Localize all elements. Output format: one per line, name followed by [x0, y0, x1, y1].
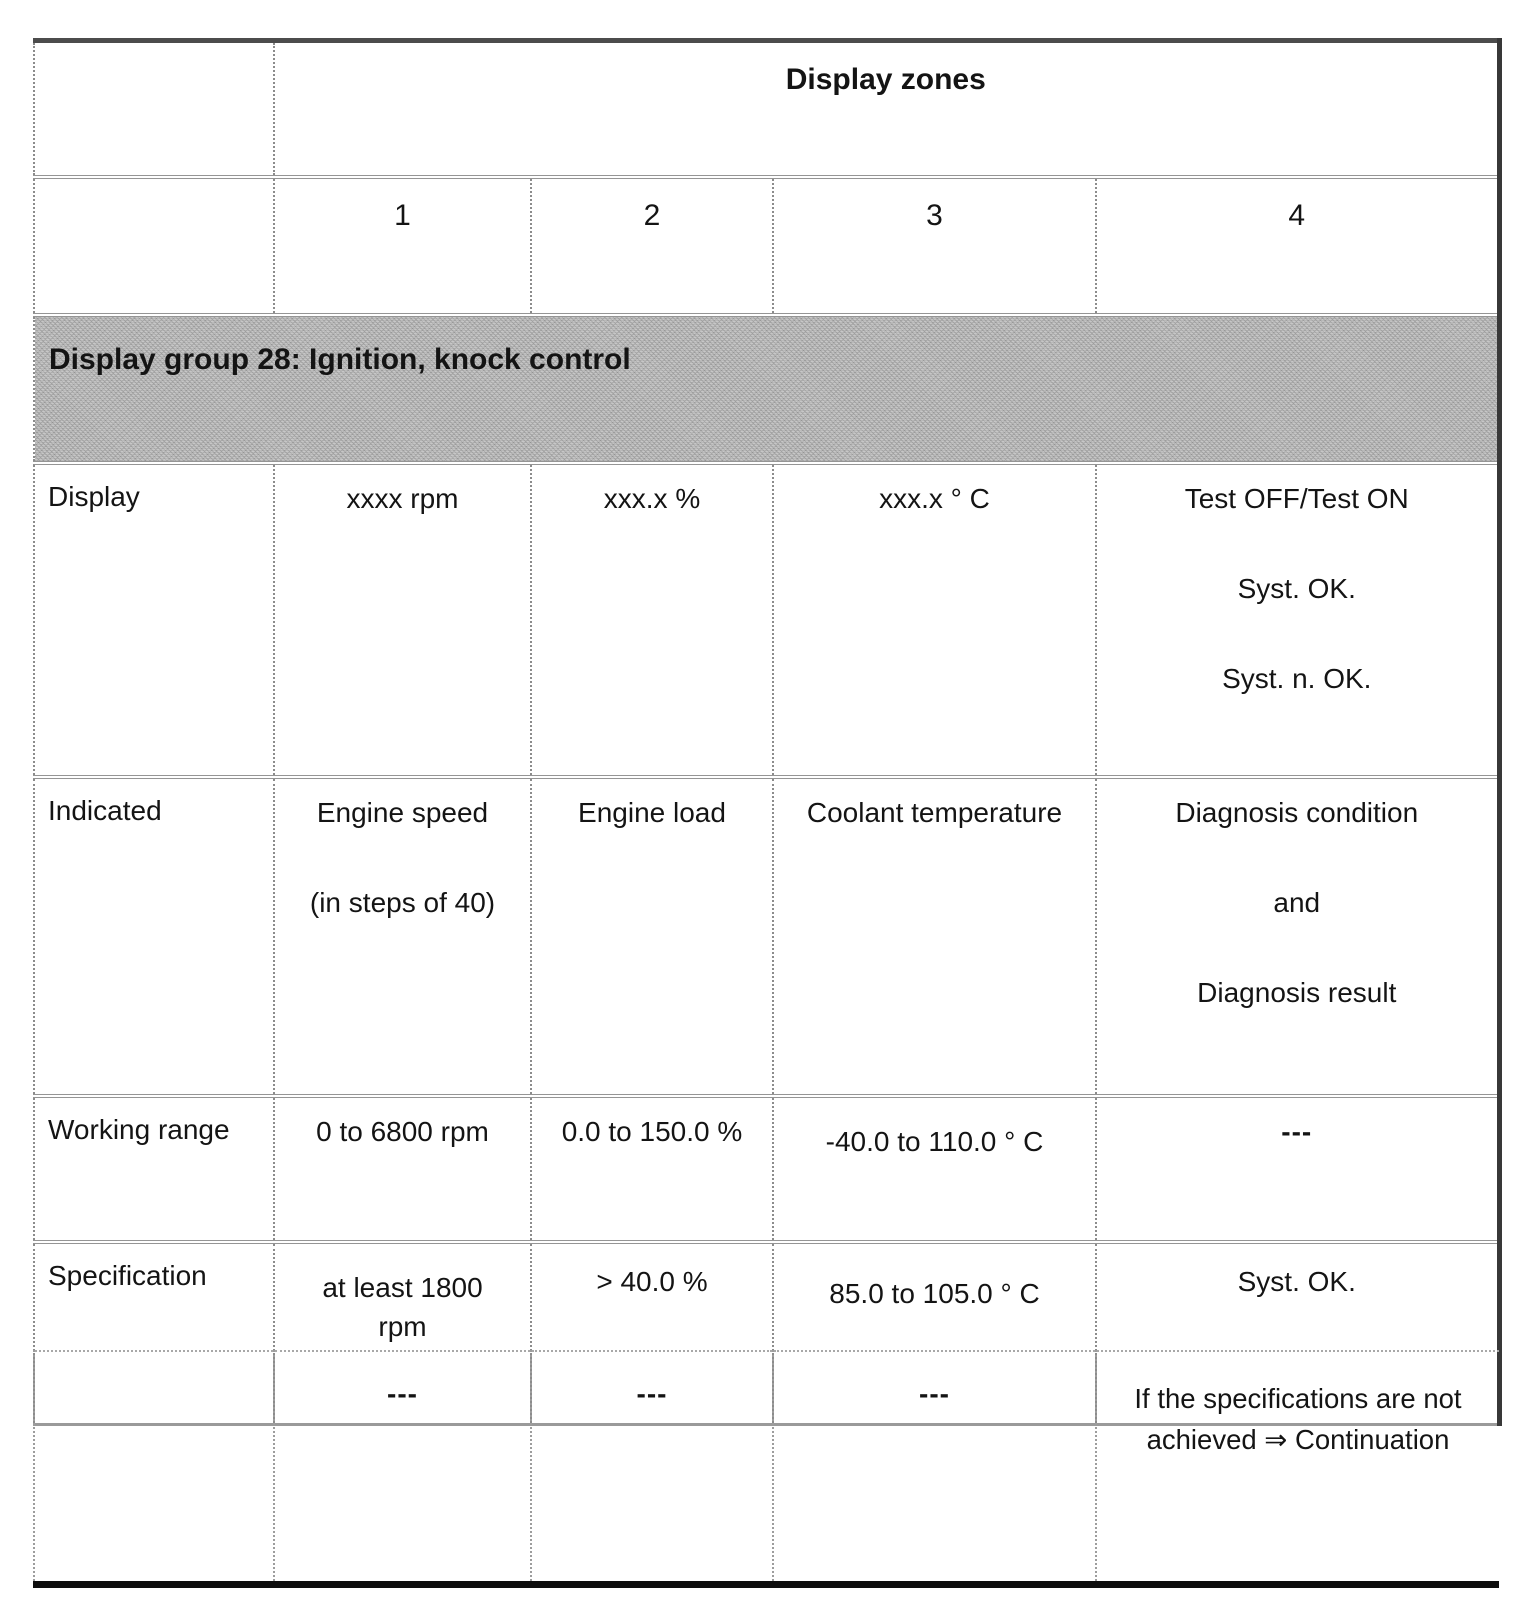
display-zone4-cell: [1096, 463, 1499, 777]
spec-zone2-value: > 40.0 %: [596, 1266, 708, 1297]
continuation-zone1-dashes: ---: [387, 1378, 418, 1409]
spec-zone1-value: at least 1800 rpm: [322, 1272, 491, 1343]
continuation-zone4-cell: [1096, 1351, 1499, 1585]
display-zone1-cell: [274, 463, 531, 777]
indicated-zone3-value: Coolant temperature: [806, 797, 1063, 828]
row-label-indicated: Indicated: [34, 777, 274, 1096]
display-zone4-line2: Syst. OK.: [1237, 573, 1356, 604]
indicated-zone1-cell: [274, 777, 531, 1096]
indicated-zone3-cell: [773, 777, 1096, 1096]
zones-header-row: [34, 41, 1499, 178]
display-zone3-cell: [773, 463, 1096, 777]
working-zone2-value: 0.0 to 150.0 %: [561, 1116, 743, 1147]
indicated-zone4-line3: Diagnosis result: [1197, 977, 1397, 1008]
display-zone4-line3: Syst. n. OK.: [1222, 663, 1372, 694]
display-zone2-value: xxx.x %: [603, 483, 701, 514]
zone-number-4: 4: [1096, 177, 1499, 315]
working-zone4-cell: [1096, 1096, 1499, 1242]
working-zone3-cell: [773, 1096, 1096, 1242]
display-zone4-line1: Test OFF/Test ON: [1184, 483, 1409, 514]
continuation-zone3-dashes: ---: [919, 1378, 950, 1409]
continuation-row: [34, 1351, 1499, 1585]
working-zone3-value: -40.0 to 110.0 ° C: [825, 1126, 1044, 1157]
working-zone4-dashes: ---: [1281, 1116, 1313, 1147]
zone-numbers-row: [34, 177, 1499, 315]
row-label-working-range: Working range: [34, 1096, 274, 1242]
display-row: [34, 463, 1499, 777]
display-zone3-value: xxx.x ° C: [879, 483, 990, 514]
indicated-zone4-line2: and: [1273, 887, 1321, 918]
zone-number-2: 2: [531, 177, 773, 315]
continuation-zone1-cell: [274, 1351, 531, 1585]
indicated-zone4-line1: Diagnosis condition: [1175, 797, 1419, 828]
continuation-empty-cell: [34, 1351, 274, 1585]
display-zone1-value: xxxx rpm: [346, 483, 459, 514]
continuation-zone2-cell: [531, 1351, 773, 1585]
indicated-zone4-cell: [1096, 777, 1499, 1096]
working-range-row: [34, 1096, 1499, 1242]
display-zone2-cell: [531, 463, 773, 777]
continuation-table: [33, 1350, 1499, 1588]
spec-zone3-value: 85.0 to 105.0 ° C: [829, 1278, 1040, 1309]
zone-number-3: 3: [773, 177, 1096, 315]
working-zone1-cell: [274, 1096, 531, 1242]
working-zone1-value: 0 to 6800 rpm: [316, 1116, 489, 1147]
continuation-zone3-cell: [773, 1351, 1096, 1585]
row-label-display: Display: [34, 463, 274, 777]
continuation-zone2-dashes: ---: [636, 1378, 668, 1409]
row-label-specification: Specification: [34, 1242, 274, 1425]
group-banner: Display group 28: Ignition, knock control: [34, 315, 1499, 463]
corner-empty-cell: [34, 41, 274, 178]
zones-header-title: Display zones: [274, 41, 1499, 178]
indicated-zone1-line1: Engine speed: [316, 797, 489, 828]
indicated-row: [34, 777, 1499, 1096]
zone-number-1: 1: [274, 177, 531, 315]
continuation-note: If the specifications are not achieved ⇒ Continuation: [1134, 1383, 1462, 1456]
indicated-zone2-cell: [531, 777, 773, 1096]
display-zones-table: [33, 38, 1502, 1426]
indicated-zone1-line2: (in steps of 40): [309, 887, 496, 918]
working-zone2-cell: [531, 1096, 773, 1242]
spec-zone4-value: Syst. OK.: [1237, 1266, 1356, 1297]
group-banner-row: [34, 315, 1499, 463]
indicated-zone2-value: Engine load: [578, 797, 726, 828]
empty-label-cell: [34, 177, 274, 315]
